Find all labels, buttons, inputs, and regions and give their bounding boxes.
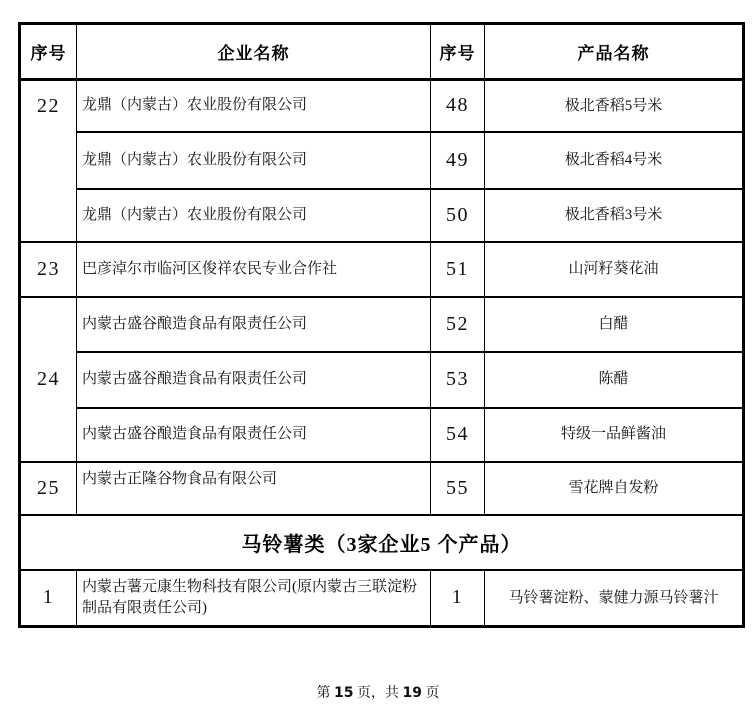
company-serial-cell: 24 bbox=[20, 297, 77, 462]
table-row bbox=[20, 80, 744, 132]
company-serial-cell: 22 bbox=[20, 80, 77, 242]
table-row bbox=[20, 132, 744, 189]
company-cell: 龙鼎（内蒙古）农业股份有限公司 bbox=[77, 80, 431, 132]
company-cell: 内蒙古正隆谷物食品有限公司 bbox=[77, 462, 431, 515]
footer-text: 第 bbox=[316, 686, 331, 701]
product-cell: 极北香稻5号米 bbox=[485, 80, 744, 132]
product-serial-cell: 48 bbox=[431, 80, 485, 132]
product-serial-cell: 54 bbox=[431, 408, 485, 462]
company-cell: 龙鼎（内蒙古）农业股份有限公司 bbox=[77, 132, 431, 189]
company-serial-cell: 1 bbox=[20, 570, 77, 627]
table-row bbox=[20, 352, 744, 408]
product-serial-cell: 53 bbox=[431, 352, 485, 408]
company-serial-cell: 25 bbox=[20, 462, 77, 515]
product-cell: 山河籽葵花油 bbox=[485, 242, 744, 297]
product-serial-cell: 55 bbox=[431, 462, 485, 515]
header-serial-product: 序号 bbox=[431, 24, 485, 80]
table-row bbox=[20, 189, 744, 242]
company-cell: 巴彦淖尔市临河区俊祥农民专业合作社 bbox=[77, 242, 431, 297]
product-cell: 白醋 bbox=[485, 297, 744, 352]
company-cell: 内蒙古盛谷酿造食品有限责任公司 bbox=[77, 408, 431, 462]
product-serial-cell: 51 bbox=[431, 242, 485, 297]
product-cell: 极北香稻3号米 bbox=[485, 189, 744, 242]
product-cell: 陈醋 bbox=[485, 352, 744, 408]
page-footer bbox=[0, 682, 756, 702]
table-header-row bbox=[20, 24, 744, 80]
company-cell: 龙鼎（内蒙古）农业股份有限公司 bbox=[77, 189, 431, 242]
table-row bbox=[20, 242, 744, 297]
footer-text: 页，共 bbox=[357, 686, 399, 701]
table-row bbox=[20, 570, 744, 627]
current-page-number: 15 bbox=[334, 685, 354, 701]
product-catalog-table bbox=[18, 22, 745, 628]
footer-text: 页 bbox=[425, 686, 440, 701]
product-cell: 马铃薯淀粉、蒙健力源马铃薯汁 bbox=[485, 570, 744, 627]
product-serial-cell: 50 bbox=[431, 189, 485, 242]
product-cell: 极北香稻4号米 bbox=[485, 132, 744, 189]
product-cell: 雪花牌自发粉 bbox=[485, 462, 744, 515]
product-cell: 特级一品鲜酱油 bbox=[485, 408, 744, 462]
total-page-number: 19 bbox=[402, 685, 422, 701]
product-serial-cell: 49 bbox=[431, 132, 485, 189]
section-header-row bbox=[20, 515, 744, 570]
product-serial-cell: 1 bbox=[431, 570, 485, 627]
table-row bbox=[20, 408, 744, 462]
table-row bbox=[20, 462, 744, 515]
company-serial-cell: 23 bbox=[20, 242, 77, 297]
product-serial-cell: 52 bbox=[431, 297, 485, 352]
section-header-label: 马铃薯类（3家企业5 个产品） bbox=[20, 515, 744, 570]
table-row bbox=[20, 297, 744, 352]
header-serial-company: 序号 bbox=[20, 24, 77, 80]
header-product-name: 产品名称 bbox=[485, 24, 744, 80]
company-cell: 内蒙古盛谷酿造食品有限责任公司 bbox=[77, 352, 431, 408]
header-company-name: 企业名称 bbox=[77, 24, 431, 80]
company-cell: 内蒙古盛谷酿造食品有限责任公司 bbox=[77, 297, 431, 352]
company-cell: 内蒙古薯元康生物科技有限公司(原内蒙古三联淀粉制品有限责任公司) bbox=[77, 570, 431, 627]
